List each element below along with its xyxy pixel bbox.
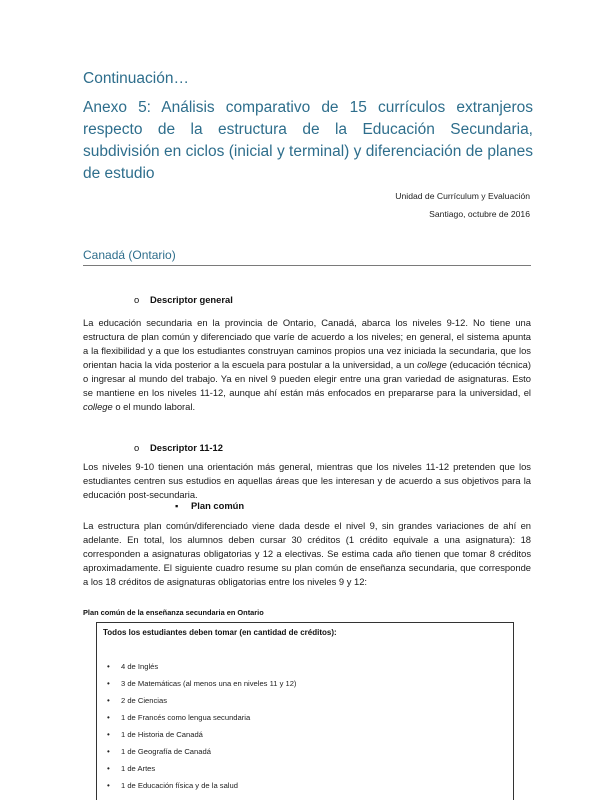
document-title: Anexo 5: Análisis comparativo de 15 currículos extranjeros respecto de la estructura de la Educación Secundaria, subdivisión en ciclos (inicial y terminal) y diferenciación de planes de estudio [83, 99, 533, 182]
list-item-text: 1 de Educación física y de la salud [121, 781, 238, 790]
bullet-icon: • [107, 696, 110, 705]
paragraph-descriptor-11-12: Los niveles 9-10 tienen una orientación más general, mientras que los niveles 11-12 pretenden que los estudiantes centren sus estudios en aquellas áreas que les interesan y de acuerdo a sus objetivos para la educación post-secundaria. [83, 461, 531, 500]
list-item-text: 1 de Historia de Canadá [121, 730, 203, 739]
bullet-icon: • [107, 764, 110, 773]
college-term: college [83, 401, 113, 412]
list-item-text: 2 de Ciencias [121, 696, 168, 705]
bullet-icon: • [107, 662, 110, 671]
list-item [107, 661, 296, 678]
list-item-text: 1 de Geografía de Canadá [121, 747, 211, 756]
table-title: Plan común de la enseñanza secundaria en Ontario [83, 608, 264, 617]
list-item [107, 763, 296, 780]
subheading-label: Descriptor general [150, 294, 233, 305]
bullet-icon: • [107, 747, 110, 756]
issuing-unit: Unidad de Currículum y Evaluación [395, 191, 530, 201]
list-item [107, 746, 296, 763]
bullet-icon: • [107, 713, 110, 722]
list-item-text: 4 de Inglés [121, 662, 159, 671]
list-item-text: 3 de Matemáticas (al menos una en niveles 11 y 12) [121, 679, 297, 688]
circle-bullet-icon: o [134, 442, 140, 453]
list-item [107, 712, 296, 729]
credits-table [96, 622, 514, 800]
list-item [107, 678, 296, 695]
bullet-icon: • [107, 781, 110, 790]
college-term: college [417, 359, 447, 370]
section-heading: Canadá (Ontario) [83, 248, 531, 266]
paragraph-text: o el mundo laboral. [112, 401, 196, 412]
bullet-icon: • [107, 679, 110, 688]
list-item-text: 1 de Francés como lengua secundaria [121, 713, 251, 722]
square-bullet-icon: ▪ [175, 500, 179, 511]
list-item [107, 780, 296, 797]
subheading-descriptor-general [134, 294, 233, 305]
subheading-plan-comun [175, 500, 244, 511]
subheading-label: Descriptor 11-12 [150, 442, 223, 453]
paragraph-descriptor-general [83, 316, 531, 414]
list-item-text: 1 de Artes [121, 764, 156, 773]
document-date: Santiago, octubre de 2016 [429, 209, 530, 219]
credit-list [107, 661, 296, 797]
table-header: Todos los estudiantes deben tomar (en cantidad de créditos): [103, 628, 337, 637]
list-item [107, 729, 296, 746]
paragraph-plan-comun: La estructura plan común/diferenciado viene dada desde el nivel 9, sin grandes variaciones de ahí en adelante. En total, los alumnos deben cursar 30 créditos (1 crédito equivale a una asignatura): 18 corresponden a asignaturas obligatorias y 12 a electivas. Se estima cada año tienen que tomar 8 créditos aproximadamente. El siguiente cuadro resume su plan común de enseñanza secundaria, que corresponde a los 18 créditos de asignaturas obligatorias entre los niveles 9 y 12: [83, 520, 531, 587]
subheading-descriptor-11-12 [134, 442, 223, 453]
paragraph-text: La educación secundaria en la provincia de Ontario, Canadá, abarca los niveles 9-12. No tiene una estructura de plan común y diferenciado que varíe de acuerdo a los niveles; en general, el sistema apunta a la flexibilidad y a que los estudiantes construyan caminos propios una vez iniciada la secundaria, que los orientan hacia la vida posterior a la escuela para postular a la universidad, a un [83, 317, 531, 370]
subheading-label: Plan común [191, 500, 245, 511]
bullet-icon: • [107, 730, 110, 739]
paragraph-text: (educación técnica) o ingresar al mundo del trabajo. Ya en nivel 9 pueden elegir entre una gran variedad de asignaturas. Esto se mantiene en los niveles 11-12, aunque ahí están más enfocados en prepararse para la universidad, el [83, 359, 531, 398]
list-item [107, 695, 296, 712]
continuation-label: Continuación… [83, 70, 189, 87]
circle-bullet-icon: o [134, 294, 140, 305]
